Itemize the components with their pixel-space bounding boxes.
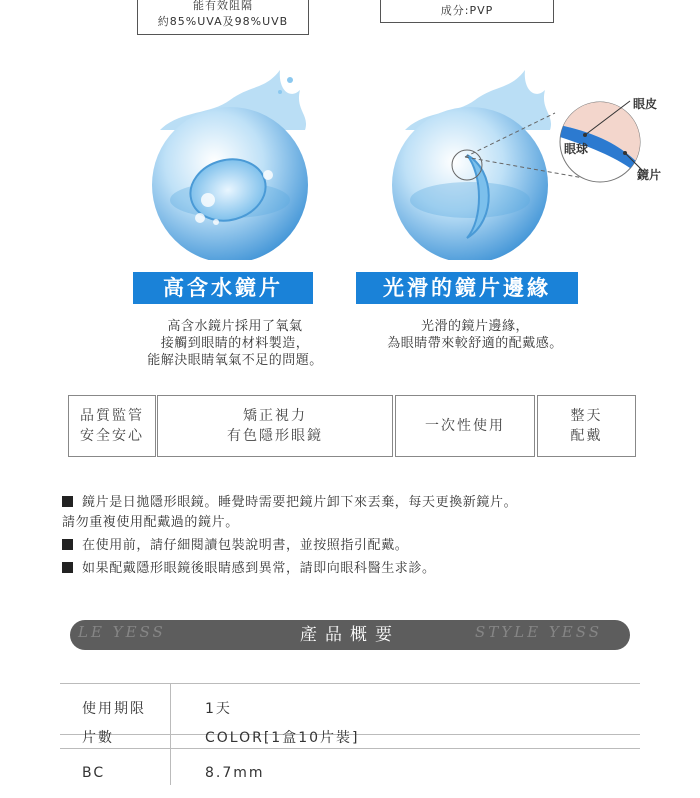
high-water-desc-line3: 能解決眼睛氧氣不足的問題。 <box>147 353 323 368</box>
uv-protection-line2: 約85%UVA及98%UVB <box>157 15 289 28</box>
product-overview-banner <box>70 620 630 650</box>
high-water-description <box>110 318 360 369</box>
spec-row-count <box>60 686 640 749</box>
smooth-edge-desc-line2: 為眼睛帶來較舒適的配戴感。 <box>387 336 563 351</box>
high-water-desc-line2: 接觸到眼睛的材料製造， <box>160 336 310 351</box>
high-water-desc-line1: 高含水鏡片採用了氧氣 <box>167 319 303 334</box>
high-water-title: 高含水鏡片 <box>133 272 313 304</box>
banner-watermark-left: LE YESS <box>78 623 166 641</box>
note-1-line1: 鏡片是日拋隱形眼鏡。睡覺時需要把鏡片卸下來丟棄，每天更換新鏡片。 <box>82 495 518 510</box>
spec-divider <box>170 686 171 748</box>
smooth-edge-desc-line1: 光滑的鏡片邊緣， <box>420 319 529 334</box>
spec-divider <box>170 748 171 785</box>
uv-protection-box <box>137 0 309 35</box>
feature-box-disposable-line1: 一次性使用 <box>425 418 505 434</box>
high-water-lens-illustration <box>140 60 320 260</box>
note-2-line1: 在使用前，請仔細閱讀包裝說明書，並按照指引配戴。 <box>82 538 409 553</box>
spec-value-bc: 8.7mm <box>205 765 265 781</box>
lens-label: 鏡片 <box>637 168 662 182</box>
eyeball-label: 眼球 <box>564 142 589 156</box>
ingredient-box <box>380 0 554 23</box>
spec-value-count: COLOR[1盒10片裝] <box>205 730 360 746</box>
feature-box-quality-line2: 安全安心 <box>80 428 144 444</box>
spec-row-bc <box>60 748 640 785</box>
uv-protection-line1: 能有效阻隔 <box>193 0 253 12</box>
spec-label-bc: BC <box>82 765 106 781</box>
feature-box-allday-line1: 整天 <box>570 408 603 424</box>
eyelid-label: 眼皮 <box>633 97 658 111</box>
feature-box-vision-line1: 矯正視力 <box>243 408 307 424</box>
note-2 <box>62 536 662 556</box>
bullet-square-icon <box>62 562 73 573</box>
note-1 <box>62 493 662 533</box>
feature-box-allday-line2: 配戴 <box>570 428 603 444</box>
feature-box-vision <box>157 395 393 457</box>
spec-label-count: 片數 <box>82 730 114 746</box>
note-3 <box>62 559 662 579</box>
feature-box-vision-line2: 有色隱形眼鏡 <box>227 428 323 444</box>
bullet-square-icon <box>62 496 73 507</box>
banner-watermark-right: STYLE YESS <box>475 623 603 641</box>
smooth-edge-title: 光滑的鏡片邊緣 <box>356 272 578 304</box>
note-1-line2: 請勿重複使用配戴過的鏡片。 <box>62 515 239 530</box>
product-overview-title: 產品概要 <box>300 625 400 645</box>
spec-label-duration: 使用期限 <box>82 701 146 717</box>
feature-box-allday <box>537 395 636 457</box>
feature-box-quality <box>68 395 156 457</box>
ingredient-text: 成分:PVP <box>440 4 494 17</box>
bullet-square-icon <box>62 539 73 550</box>
spec-value-duration: 1天 <box>205 701 232 717</box>
smooth-edge-description <box>355 318 595 352</box>
feature-box-disposable <box>395 395 535 457</box>
feature-box-quality-line1: 品質監管 <box>80 408 144 424</box>
note-3-line1: 如果配戴隱形眼鏡後眼睛感到異常，請即向眼科醫生求診。 <box>82 561 436 576</box>
